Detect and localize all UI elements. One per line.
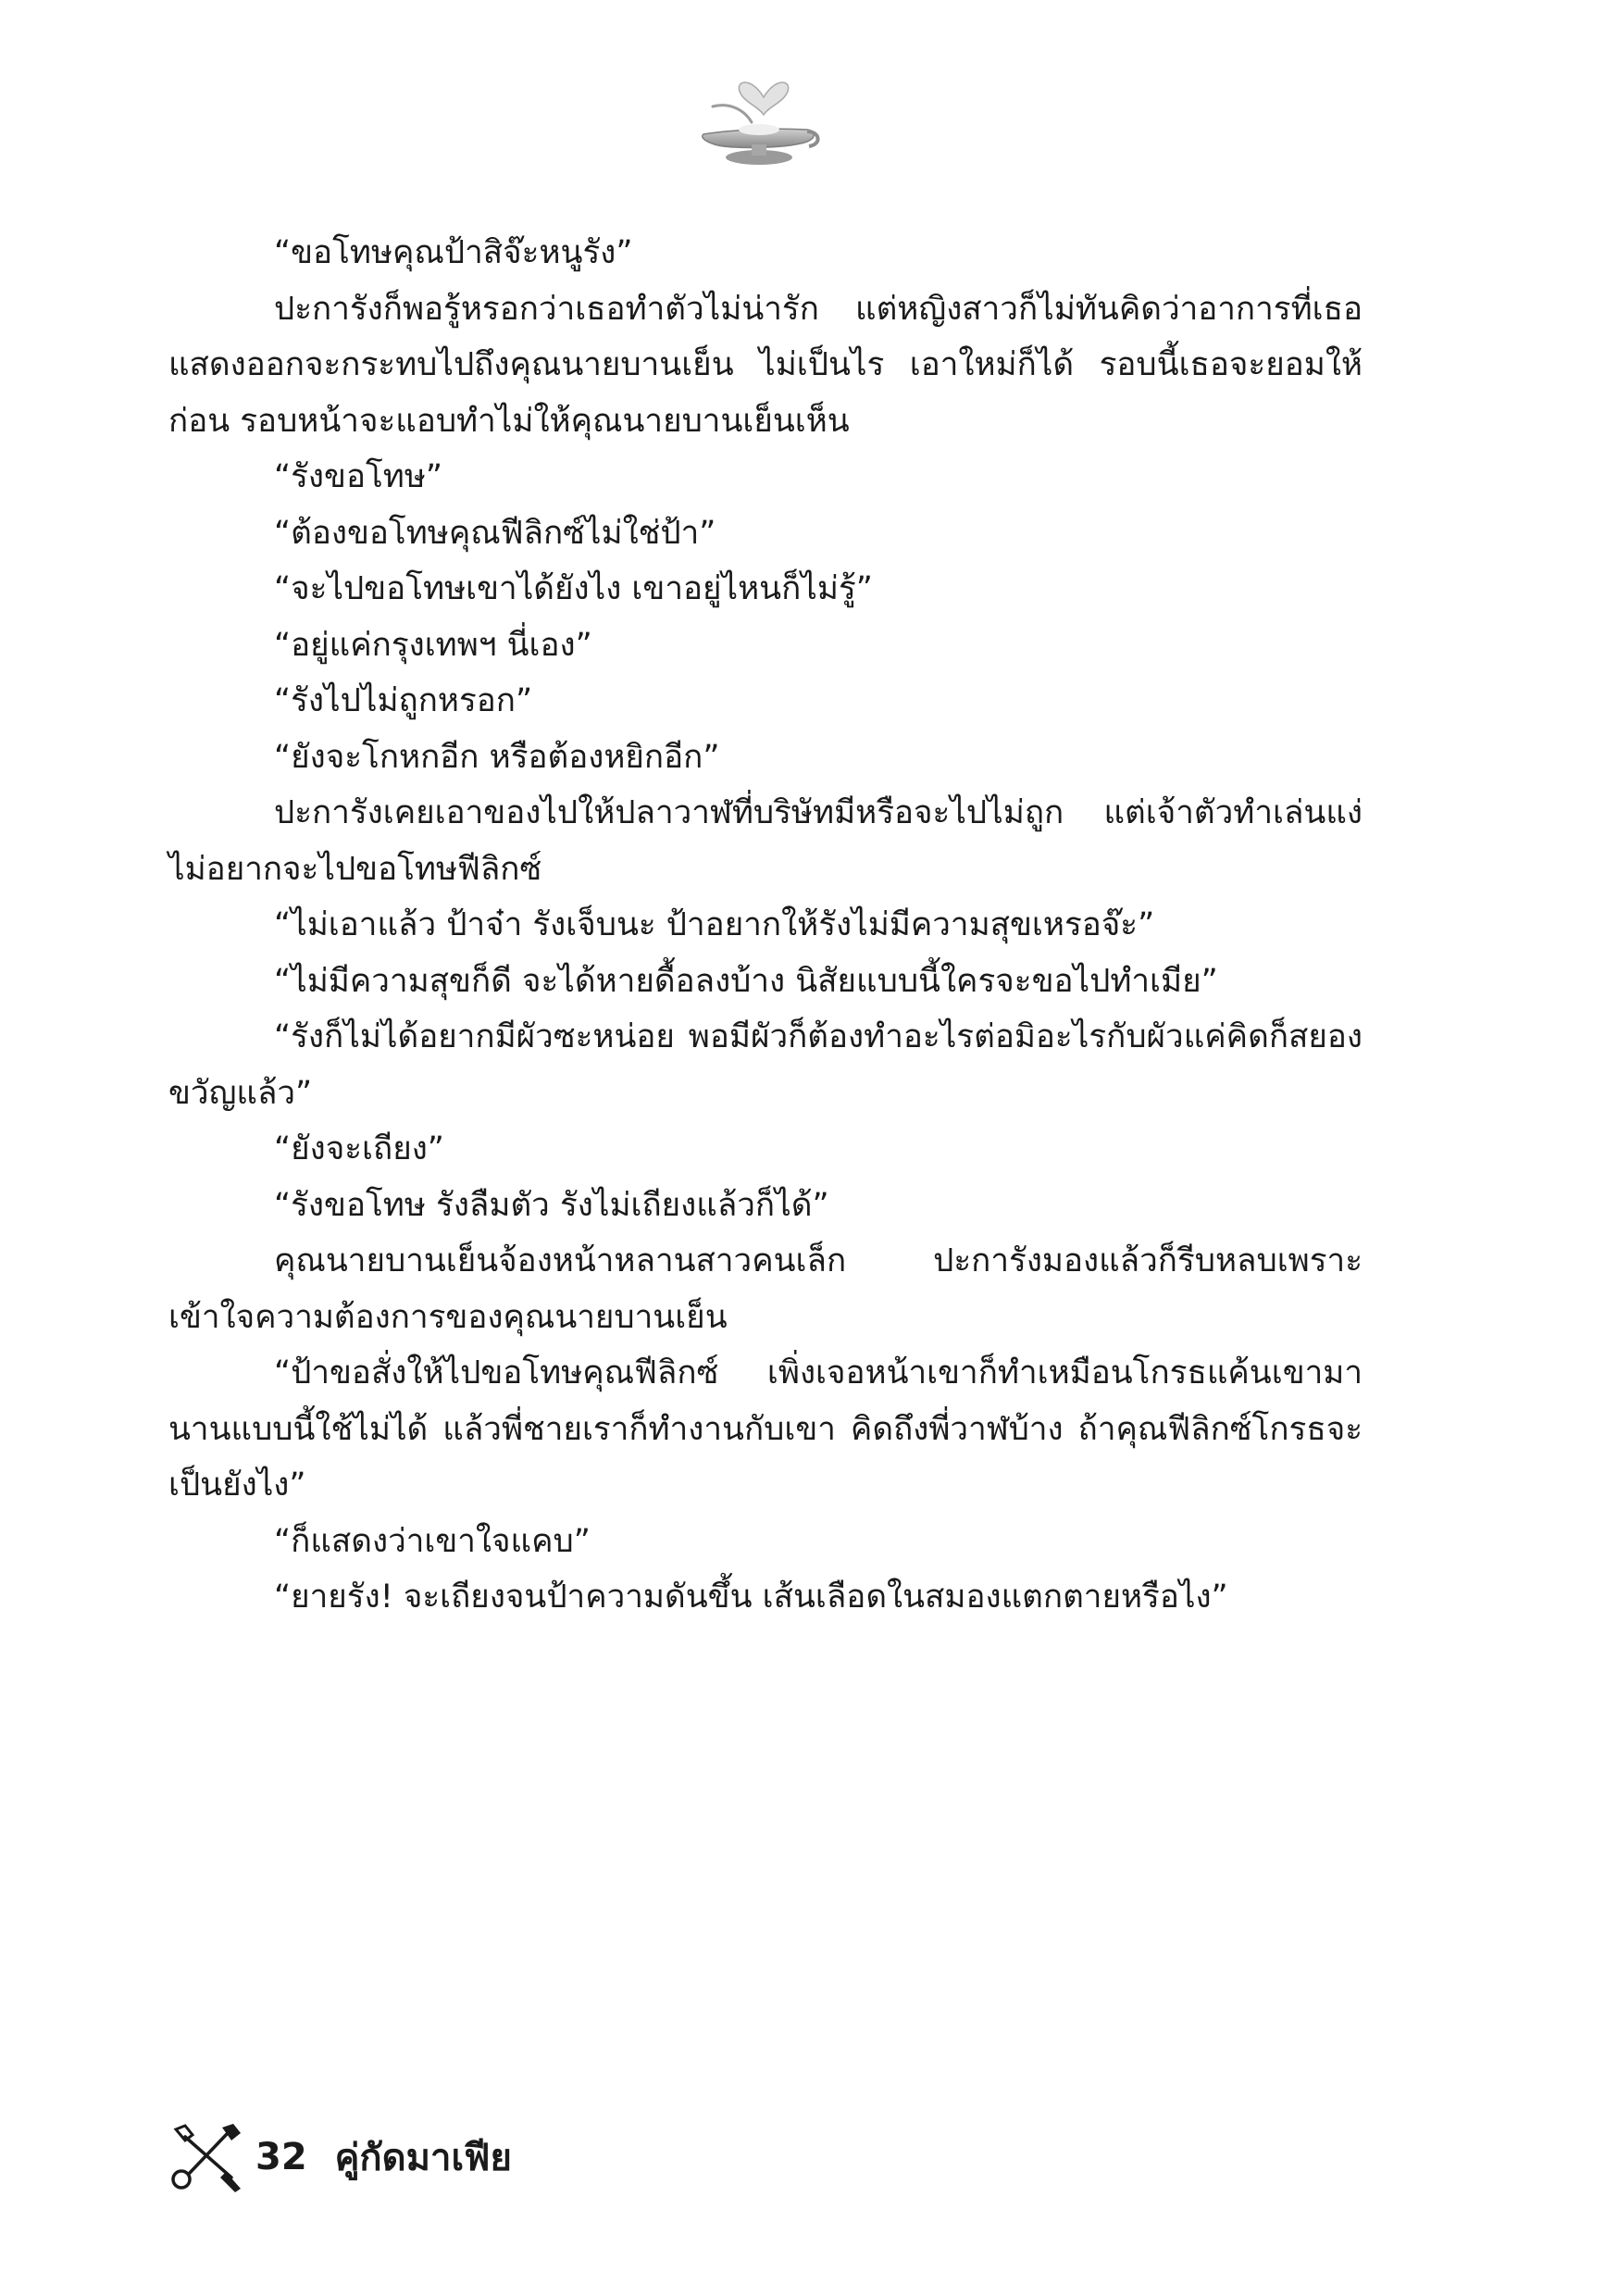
page-footer [167, 2115, 512, 2199]
paragraph-18: “ยายรัง! จะเถียงจนป้าความดันขึ้น เส้นเลือดในสมองแตกตายหรือไง” [274, 1578, 1228, 1616]
paragraph-6: “อยู่แค่กรุงเทพฯ นี่เอง” [274, 626, 592, 664]
paragraph-17: “ก็แสดงว่าเขาใจแคบ” [274, 1522, 591, 1560]
paragraph-15: คุณนายบานเย็นจ้องหน้าหลานสาวคนเล็ก ปะการังมองแล้วก็รีบหลบเพราะเข้าใจความต้องการของคุณนายบานเย็น [168, 1242, 1363, 1336]
paragraph-1: “ขอโทษคุณป้าสิจ๊ะหนูรัง” [274, 234, 633, 271]
paragraph-4: “ต้องขอโทษคุณฟีลิกซ์ไม่ใช่ป้า” [274, 514, 716, 552]
paragraph-12: “รังก็ไม่ได้อยากมีผัวซะหน่อย พอมีผัวก็ต้องทำอะไรต่อมิอะไรกับผัวแค่คิดก็สยองขวัญแล้ว” [168, 1018, 1363, 1112]
paragraph-14: “รังขอโทษ รังลืมตัว รังไม่เถียงแล้วก็ได้” [274, 1186, 829, 1224]
page-number: 32 [255, 2136, 307, 2178]
genie-lamp-heart-icon [694, 56, 824, 176]
paragraph-8: “ยังจะโกหกอีก หรือต้องหยิกอีก” [274, 738, 720, 776]
book-title: คู่กัดมาเฟีย [334, 2137, 512, 2179]
paragraph-16: “ป้าขอสั่งให้ไปขอโทษคุณฟีลิกซ์ เพิ่งเจอหน้าเขาก็ทำเหมือนโกรธแค้นเขามานานแบบนี้ใช้ไม่ได้ แล้วพี่ชายเราก็ทำงานกับเขา คิดถึงพี่วาฬบ้าง ถ้าคุณฟีลิกซ์โกรธจะเป็นยังไง” [168, 1354, 1363, 1504]
paragraph-9: ปะการังเคยเอาของไปให้ปลาวาฬที่บริษัทมีหรือจะไปไม่ถูก แต่เจ้าตัวทำเล่นแง่ ไม่อยากจะไปขอโทษฟีลิกซ์ [168, 794, 1363, 888]
wrench-screwdriver-icon [167, 2120, 250, 2194]
paragraph-13: “ยังจะเถียง” [274, 1130, 444, 1167]
paragraph-7: “รังไปไม่ถูกหรอก” [274, 682, 533, 719]
paragraph-10: “ไม่เอาแล้ว ป้าจ๋า รังเจ็บนะ ป้าอยากให้รังไม่มีความสุขเหรอจ๊ะ” [274, 906, 1155, 943]
paragraph-2: ปะการังก็พอรู้หรอกว่าเธอทำตัวไม่น่ารัก แต่หญิงสาวก็ไม่ทันคิดว่าอาการที่เธอแสดงออกจะกระทบไปถึงคุณนายบานเย็น ไม่เป็นไร เอาใหม่ก็ได้ รอบนี้เธอจะยอมให้ก่อน รอบหน้าจะแอบทำไม่ให้คุณนายบานเย็นเห็น [168, 290, 1363, 440]
paragraph-11: “ไม่มีความสุขก็ดี จะได้หายดื้อลงบ้าง นิสัยแบบนี้ใครจะขอไปทำเมีย” [274, 962, 1218, 1000]
paragraph-3: “รังขอโทษ” [274, 458, 443, 495]
paragraph-5: “จะไปขอโทษเขาได้ยังไง เขาอยู่ไหนก็ไม่รู้” [274, 570, 873, 607]
body-text [168, 225, 1363, 1626]
